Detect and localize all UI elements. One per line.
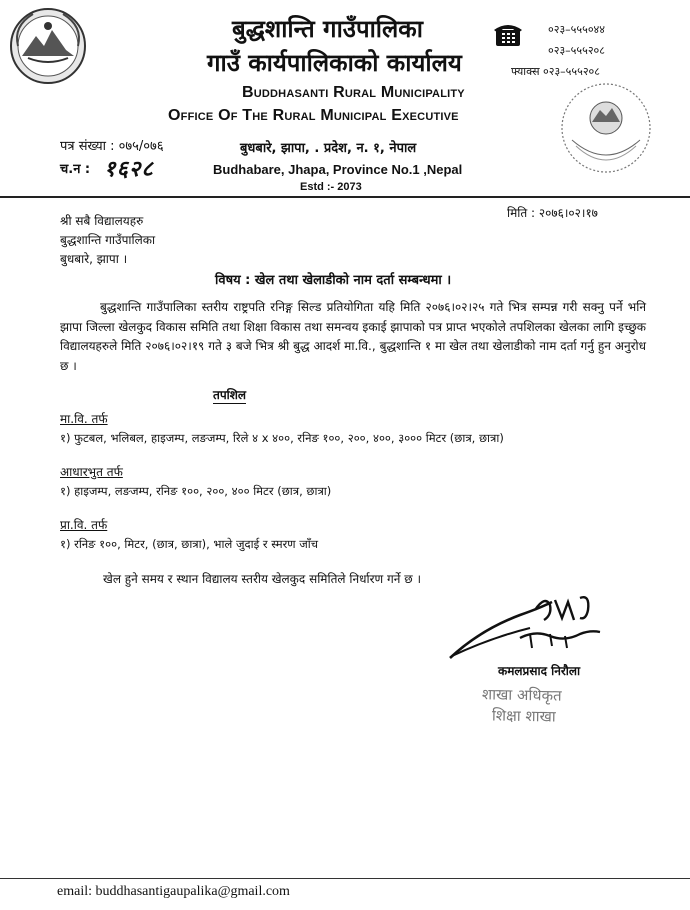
- header-divider: [0, 196, 690, 198]
- office-subtitle-english: Office Of The Rural Municipal Executive: [168, 107, 459, 124]
- dispatch-number-label: च.न :: [60, 162, 91, 177]
- stamp-section: शिक्षा शाखा: [491, 706, 556, 726]
- municipality-seal: [558, 80, 654, 176]
- office-name-english: Buddhasanti Rural Municipality: [242, 84, 465, 101]
- established-year: Estd :- 2073: [300, 181, 362, 193]
- phone-number-1: ०२३–५५५०४४: [548, 23, 605, 36]
- recipient-line-1: श्री सबै विद्यालयहरु: [60, 214, 144, 228]
- closing-note: खेल हुने समय र स्थान विद्यालय स्तरीय खेलकुद समितिले निर्धारण गर्ने छ ।: [103, 572, 422, 586]
- office-name-nepali: बुद्धशान्ति गाउँपालिका: [232, 15, 423, 43]
- section-line-primary: १) रनिङ १००, मिटर, (छात्र, छात्रा), भाले जुदाई र स्मरण जाँच: [60, 537, 319, 551]
- section-heading-secondary: मा.वि. तर्फ: [60, 412, 108, 426]
- telephone-icon: [493, 20, 523, 48]
- section-line-basic: १) हाइजम्प, लङजम्प, रनिङ १००, २००, ४०० मिटर (छात्र, छात्रा): [60, 484, 332, 498]
- recipient-line-3: बुधबारे, झापा ।: [60, 252, 128, 266]
- office-subtitle-nepali: गाउँ कार्यपालिकाको कार्यालय: [207, 49, 462, 77]
- fax-number: फ्याक्स ०२३–५५५२०८: [511, 65, 600, 78]
- signer-name: कमलप्रसाद निरौला: [498, 664, 581, 678]
- footer-divider: [0, 878, 690, 879]
- section-heading-primary: प्रा.वि. तर्फ: [60, 518, 108, 532]
- handwritten-signature: [440, 590, 610, 665]
- recipient-line-2: बुद्धशान्ति गाउँपालिका: [60, 233, 156, 247]
- letter-body-paragraph: बुद्धशान्ति गाउँपालिका स्तरीय राष्ट्रपति रनिङ्ग सिल्ड प्रतियोगिता यहि मिति २०७६।०२।२५ गते भित्र सम्पन्न गरी सक्नु पर्ने भनि झापा जिल्ला खेलकुद विकास समिति तथा शिक्षा विकास तथा समन्वय इकाई झापाको पत्र प्राप्त भएकोले तपशिलका खेलका लागि इच्छुक विद्यालयहरुले मिति २०७६।०२।१९ गते ३ बजे भित्र श्री बुद्ध आदर्श मा.वि., बुद्धशान्ति १ मा खेल तथा खेलाडीको नाम दर्ता गर्नु हुन अनुरोध छ ।: [60, 300, 646, 373]
- footer-email: email: buddhasantigaupalika@gmail.com: [57, 884, 290, 899]
- address-nepali: बुधबारे, झापा, . प्रदेश, न. १, नेपाल: [240, 141, 417, 156]
- stamp-designation: शाखा अधिकृत: [481, 685, 562, 705]
- section-line-secondary: १) फुटबल, भलिबल, हाइजम्प, लङजम्प, रिले ४ x ४००, रनिङ १००, २००, ४००, ३००० मिटर (छात्र, छात्रा): [60, 431, 504, 445]
- dispatch-number-handwritten: १६२८: [104, 157, 154, 182]
- nepal-emblem-logo: [8, 6, 88, 86]
- letter-reference-number: पत्र संख्या : ०७५/०७६: [60, 139, 164, 154]
- phone-number-2: ०२३–५५५२०८: [548, 44, 605, 57]
- details-heading: तपशिल: [213, 388, 247, 402]
- section-heading-basic: आधारभुत तर्फ: [60, 465, 123, 479]
- letter-subject: विषय : खेल तथा खेलाडीको नाम दर्ता सम्बन्धमा ।: [215, 273, 452, 288]
- address-english: Budhabare, Jhapa, Province No.1 ,Nepal: [213, 162, 463, 177]
- letter-date: मिति : २०७६।०२।१७: [507, 206, 598, 220]
